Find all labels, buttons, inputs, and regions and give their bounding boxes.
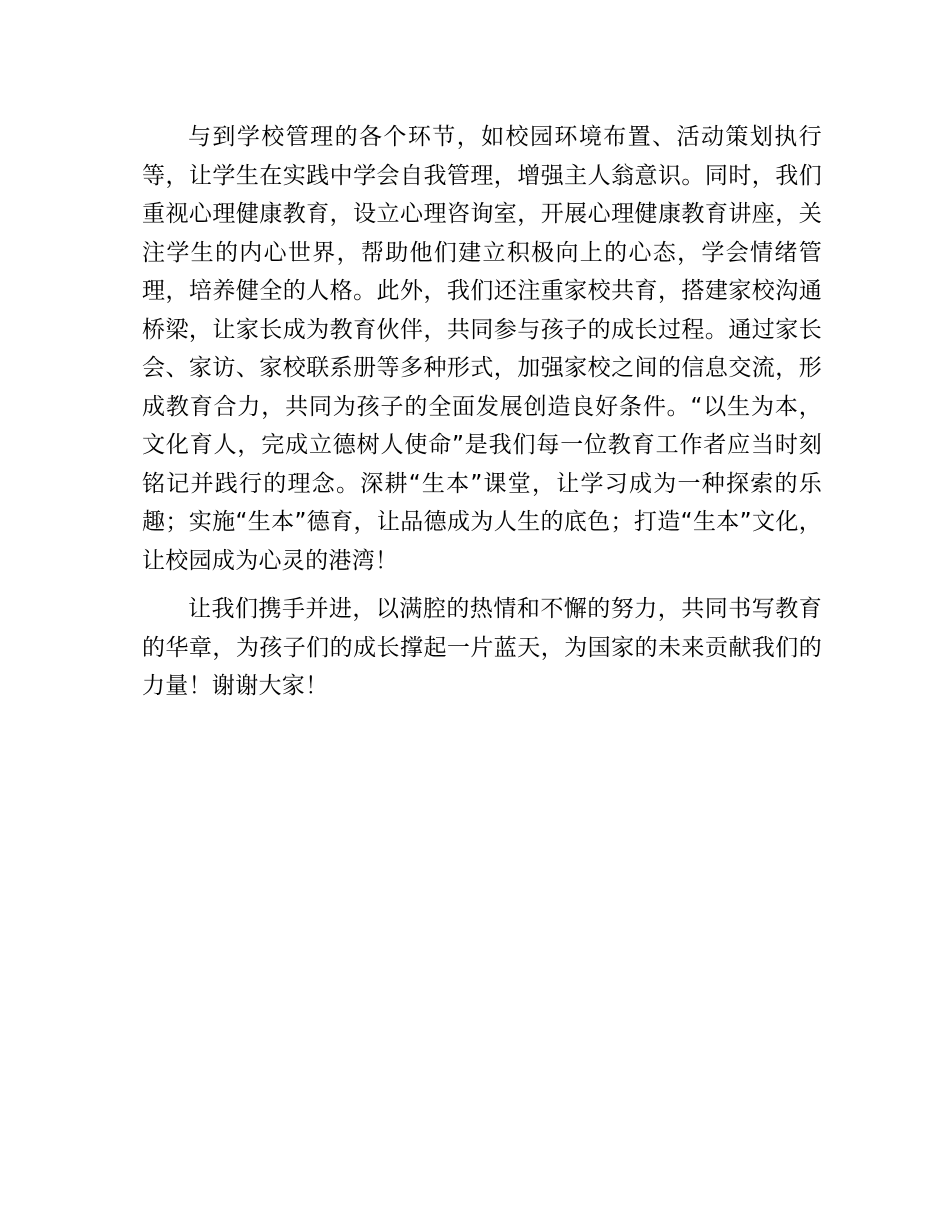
body-paragraph-1: 与到学校管理的各个环节，如校园环境布置、活动策划执行等，让学生在实践中学会自我管理，增强主人翁意识。同时，我们重视心理健康教育，设立心理咨询室，开展心理健康教育讲座，关注学生的内心世界，帮助他们建立积极向上的心态，学会情绪管理，培养健全的人格。此外，我们还注重家校共育，搭建家校沟通桥梁，让家长成为教育伙伴，共同参与孩子的成长过程。通过家长会、家访、家校联系册等多种形式，加强家校之间的信息交流，形成教育合力，共同为孩子的全面发展创造良好条件。“以生为本，文化育人，完成立德树人使命”是我们每一位教育工作者应当时刻铭记并践行的理念。深耕“生本”课堂，让学习成为一种探索的乐趣；实施“生本”德育，让品德成为人生的底色；打造“生本”文化，让校园成为心灵的港湾！ [142,124,822,574]
body-paragraph-2: 让我们携手并进，以满腔的热情和不懈的努力，共同书写教育的华章，为孩子们的成长撑起一片蓝天，为国家的未来贡献我们的力量！谢谢大家！ [142,596,822,699]
document-body [142,118,822,706]
